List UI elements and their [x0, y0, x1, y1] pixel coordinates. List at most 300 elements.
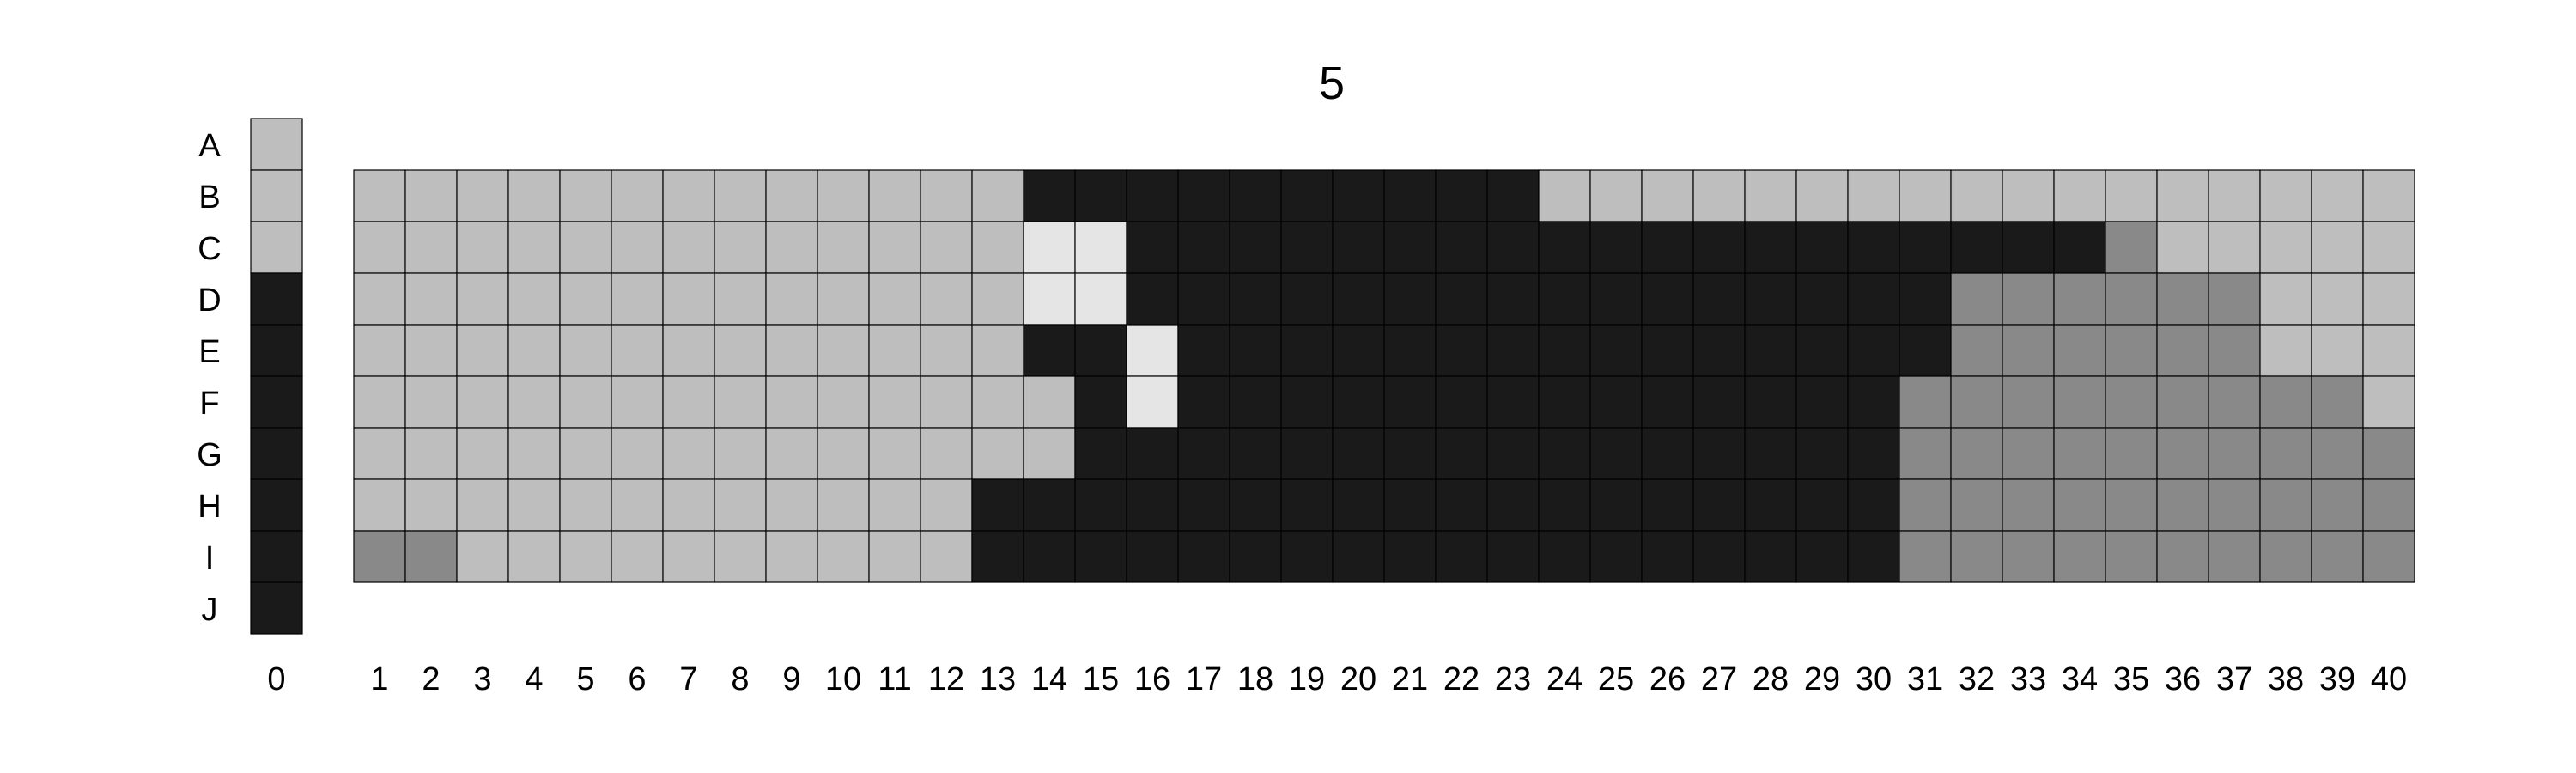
cell-d-23 [1487, 273, 1539, 325]
cell-g-38 [2260, 428, 2312, 479]
cell-g-7 [663, 428, 714, 479]
cell-e-10 [817, 325, 869, 376]
cell-e-9 [766, 325, 817, 376]
cell-b-6 [611, 170, 663, 222]
cell-g-8 [714, 428, 766, 479]
cell-d-2 [405, 273, 457, 325]
cell-i-27 [1693, 531, 1745, 582]
column-label-10: 10 [824, 661, 862, 697]
cell-f-23 [1487, 376, 1539, 428]
cell-f-8 [714, 376, 766, 428]
cell-h-37 [2208, 479, 2260, 531]
reference-cell-a [251, 119, 302, 170]
column-label-28: 28 [1752, 661, 1789, 697]
cell-g-39 [2312, 428, 2363, 479]
cell-i-36 [2157, 531, 2208, 582]
cell-h-11 [869, 479, 920, 531]
cell-c-7 [663, 222, 714, 273]
column-label-33: 33 [2009, 661, 2047, 697]
cell-h-9 [766, 479, 817, 531]
cell-d-11 [869, 273, 920, 325]
cell-c-27 [1693, 222, 1745, 273]
column-label-9: 9 [782, 661, 801, 697]
cell-d-31 [1899, 273, 1951, 325]
column-label-34: 34 [2061, 661, 2099, 697]
cell-f-18 [1230, 376, 1281, 428]
column-label-12: 12 [927, 661, 965, 697]
cell-g-10 [817, 428, 869, 479]
reference-cell-i [251, 531, 302, 582]
column-label-5: 5 [576, 661, 595, 697]
cell-g-34 [2054, 428, 2105, 479]
cell-e-14 [1024, 325, 1075, 376]
cell-f-10 [817, 376, 869, 428]
cell-c-2 [405, 222, 457, 273]
column-label-16: 16 [1133, 661, 1171, 697]
cell-i-40 [2363, 531, 2415, 582]
cell-b-29 [1796, 170, 1848, 222]
cell-i-21 [1384, 531, 1436, 582]
cell-d-8 [714, 273, 766, 325]
main-grid [354, 170, 2415, 582]
cell-e-2 [405, 325, 457, 376]
cell-e-5 [560, 325, 611, 376]
column-label-15: 15 [1082, 661, 1120, 697]
cell-g-16 [1127, 428, 1178, 479]
cell-e-13 [972, 325, 1024, 376]
cell-b-11 [869, 170, 920, 222]
column-label-23: 23 [1494, 661, 1532, 697]
column-label-3: 3 [473, 661, 492, 697]
cell-i-9 [766, 531, 817, 582]
cell-d-29 [1796, 273, 1848, 325]
cell-b-8 [714, 170, 766, 222]
row-label-i: I [204, 540, 215, 576]
cell-c-21 [1384, 222, 1436, 273]
cell-f-7 [663, 376, 714, 428]
cell-i-31 [1899, 531, 1951, 582]
cell-b-35 [2105, 170, 2157, 222]
cell-c-10 [817, 222, 869, 273]
cell-i-7 [663, 531, 714, 582]
cell-d-32 [1951, 273, 2002, 325]
cell-f-4 [508, 376, 560, 428]
cell-c-1 [354, 222, 405, 273]
cell-e-19 [1281, 325, 1333, 376]
row-label-g: G [197, 437, 222, 473]
cell-h-28 [1745, 479, 1796, 531]
cell-g-24 [1539, 428, 1590, 479]
cell-h-13 [972, 479, 1024, 531]
row-label-a: A [198, 128, 221, 164]
column-label-14: 14 [1030, 661, 1068, 697]
cell-i-16 [1127, 531, 1178, 582]
cell-e-7 [663, 325, 714, 376]
cell-i-12 [920, 531, 972, 582]
cell-i-20 [1333, 531, 1384, 582]
cell-b-20 [1333, 170, 1384, 222]
cell-g-12 [920, 428, 972, 479]
cell-b-4 [508, 170, 560, 222]
cell-f-24 [1539, 376, 1590, 428]
cell-g-2 [405, 428, 457, 479]
cell-f-30 [1848, 376, 1899, 428]
cell-b-37 [2208, 170, 2260, 222]
cell-h-26 [1642, 479, 1693, 531]
cell-f-16 [1127, 376, 1178, 428]
cell-e-6 [611, 325, 663, 376]
cell-h-12 [920, 479, 972, 531]
cell-d-26 [1642, 273, 1693, 325]
reference-cell-g [251, 428, 302, 479]
cell-d-40 [2363, 273, 2415, 325]
cell-h-29 [1796, 479, 1848, 531]
cell-e-24 [1539, 325, 1590, 376]
cell-c-14 [1024, 222, 1075, 273]
cell-g-9 [766, 428, 817, 479]
cell-g-20 [1333, 428, 1384, 479]
cell-d-14 [1024, 273, 1075, 325]
cell-g-23 [1487, 428, 1539, 479]
cell-f-15 [1075, 376, 1127, 428]
cell-i-5 [560, 531, 611, 582]
cell-g-6 [611, 428, 663, 479]
cell-c-13 [972, 222, 1024, 273]
cell-c-37 [2208, 222, 2260, 273]
cell-c-5 [560, 222, 611, 273]
cell-c-30 [1848, 222, 1899, 273]
reference-cell-e [251, 325, 302, 376]
cell-g-21 [1384, 428, 1436, 479]
cell-f-37 [2208, 376, 2260, 428]
cell-f-38 [2260, 376, 2312, 428]
cell-b-28 [1745, 170, 1796, 222]
row-label-c: C [197, 231, 222, 267]
column-label-31: 31 [1906, 661, 1944, 697]
cell-b-16 [1127, 170, 1178, 222]
cell-e-17 [1178, 325, 1230, 376]
cell-i-14 [1024, 531, 1075, 582]
cell-c-4 [508, 222, 560, 273]
row-label-d: D [197, 283, 222, 319]
cell-i-29 [1796, 531, 1848, 582]
cell-h-33 [2002, 479, 2054, 531]
reference-column [251, 119, 302, 634]
column-label-20: 20 [1340, 661, 1377, 697]
cell-f-39 [2312, 376, 2363, 428]
cell-e-21 [1384, 325, 1436, 376]
cell-f-32 [1951, 376, 2002, 428]
cell-c-6 [611, 222, 663, 273]
cell-b-23 [1487, 170, 1539, 222]
cell-h-40 [2363, 479, 2415, 531]
cell-d-7 [663, 273, 714, 325]
reference-cell-b [251, 170, 302, 222]
cell-i-6 [611, 531, 663, 582]
cell-g-3 [457, 428, 508, 479]
cell-d-34 [2054, 273, 2105, 325]
cell-c-20 [1333, 222, 1384, 273]
cell-b-5 [560, 170, 611, 222]
cell-c-25 [1590, 222, 1642, 273]
column-labels [370, 661, 2407, 697]
row-label-f: F [199, 386, 220, 422]
cell-g-22 [1436, 428, 1487, 479]
cell-b-1 [354, 170, 405, 222]
cell-e-26 [1642, 325, 1693, 376]
cell-b-38 [2260, 170, 2312, 222]
cell-d-22 [1436, 273, 1487, 325]
cell-e-39 [2312, 325, 2363, 376]
cell-h-24 [1539, 479, 1590, 531]
cell-c-11 [869, 222, 920, 273]
cell-i-11 [869, 531, 920, 582]
cell-c-19 [1281, 222, 1333, 273]
cell-b-14 [1024, 170, 1075, 222]
cell-g-29 [1796, 428, 1848, 479]
cell-i-23 [1487, 531, 1539, 582]
cell-c-16 [1127, 222, 1178, 273]
cell-g-35 [2105, 428, 2157, 479]
cell-f-20 [1333, 376, 1384, 428]
column-label-30: 30 [1855, 661, 1893, 697]
cell-c-15 [1075, 222, 1127, 273]
cell-b-39 [2312, 170, 2363, 222]
cell-f-5 [560, 376, 611, 428]
cell-d-21 [1384, 273, 1436, 325]
cell-e-16 [1127, 325, 1178, 376]
column-label-17: 17 [1185, 661, 1223, 697]
cell-i-32 [1951, 531, 2002, 582]
cell-i-3 [457, 531, 508, 582]
cell-h-18 [1230, 479, 1281, 531]
cell-d-39 [2312, 273, 2363, 325]
cell-i-10 [817, 531, 869, 582]
column-label-40: 40 [2370, 661, 2408, 697]
cell-b-19 [1281, 170, 1333, 222]
reference-cell-j [251, 582, 302, 634]
cell-e-15 [1075, 325, 1127, 376]
cell-h-6 [611, 479, 663, 531]
cell-e-38 [2260, 325, 2312, 376]
reference-cell-f [251, 376, 302, 428]
cell-d-24 [1539, 273, 1590, 325]
cell-b-10 [817, 170, 869, 222]
cell-c-40 [2363, 222, 2415, 273]
cell-b-3 [457, 170, 508, 222]
row-label-j: J [201, 592, 218, 628]
column-label-24: 24 [1546, 661, 1583, 697]
column-label-13: 13 [979, 661, 1017, 697]
cell-f-33 [2002, 376, 2054, 428]
cell-f-19 [1281, 376, 1333, 428]
column-label-22: 22 [1443, 661, 1480, 697]
cell-f-26 [1642, 376, 1693, 428]
cell-c-38 [2260, 222, 2312, 273]
cell-c-24 [1539, 222, 1590, 273]
cell-d-13 [972, 273, 1024, 325]
cell-d-27 [1693, 273, 1745, 325]
cell-g-5 [560, 428, 611, 479]
reference-cell-c [251, 222, 302, 273]
cell-h-32 [1951, 479, 2002, 531]
cell-h-7 [663, 479, 714, 531]
cell-e-35 [2105, 325, 2157, 376]
column-label-32: 32 [1958, 661, 1996, 697]
cell-c-29 [1796, 222, 1848, 273]
cell-d-10 [817, 273, 869, 325]
cell-i-39 [2312, 531, 2363, 582]
cell-f-36 [2157, 376, 2208, 428]
cell-h-17 [1178, 479, 1230, 531]
cell-e-8 [714, 325, 766, 376]
cell-h-30 [1848, 479, 1899, 531]
cell-f-6 [611, 376, 663, 428]
cell-i-4 [508, 531, 560, 582]
row-label-h: H [197, 489, 222, 525]
cell-b-33 [2002, 170, 2054, 222]
cell-b-36 [2157, 170, 2208, 222]
cell-g-25 [1590, 428, 1642, 479]
cell-f-35 [2105, 376, 2157, 428]
cell-d-19 [1281, 273, 1333, 325]
chart-title: 5 [1318, 58, 1346, 109]
cell-b-30 [1848, 170, 1899, 222]
cell-c-12 [920, 222, 972, 273]
cell-h-19 [1281, 479, 1333, 531]
column-label-19: 19 [1288, 661, 1326, 697]
cell-e-33 [2002, 325, 2054, 376]
cell-h-14 [1024, 479, 1075, 531]
cell-f-31 [1899, 376, 1951, 428]
cell-h-36 [2157, 479, 2208, 531]
cell-f-2 [405, 376, 457, 428]
cell-d-6 [611, 273, 663, 325]
cell-b-31 [1899, 170, 1951, 222]
cell-d-38 [2260, 273, 2312, 325]
column-label-39: 39 [2318, 661, 2356, 697]
cell-g-27 [1693, 428, 1745, 479]
column-label-7: 7 [679, 661, 698, 697]
column-label-2: 2 [422, 661, 440, 697]
cell-f-1 [354, 376, 405, 428]
cell-e-30 [1848, 325, 1899, 376]
cell-c-34 [2054, 222, 2105, 273]
cell-e-23 [1487, 325, 1539, 376]
cell-i-26 [1642, 531, 1693, 582]
column-label-6: 6 [628, 661, 647, 697]
cell-f-13 [972, 376, 1024, 428]
cell-b-17 [1178, 170, 1230, 222]
cell-h-16 [1127, 479, 1178, 531]
cell-e-27 [1693, 325, 1745, 376]
cell-i-1 [354, 531, 405, 582]
cell-h-25 [1590, 479, 1642, 531]
cell-b-18 [1230, 170, 1281, 222]
cell-d-9 [766, 273, 817, 325]
cell-h-23 [1487, 479, 1539, 531]
cell-i-2 [405, 531, 457, 582]
cell-h-4 [508, 479, 560, 531]
row-label-b: B [198, 180, 221, 216]
cell-f-12 [920, 376, 972, 428]
row-labels [197, 128, 222, 628]
cell-h-31 [1899, 479, 1951, 531]
cell-i-35 [2105, 531, 2157, 582]
cell-g-14 [1024, 428, 1075, 479]
cell-e-11 [869, 325, 920, 376]
cell-d-5 [560, 273, 611, 325]
cell-g-17 [1178, 428, 1230, 479]
cell-c-22 [1436, 222, 1487, 273]
cell-c-28 [1745, 222, 1796, 273]
cell-e-3 [457, 325, 508, 376]
cell-b-27 [1693, 170, 1745, 222]
cell-h-35 [2105, 479, 2157, 531]
cell-e-20 [1333, 325, 1384, 376]
cell-i-30 [1848, 531, 1899, 582]
cell-b-40 [2363, 170, 2415, 222]
cell-b-9 [766, 170, 817, 222]
cell-c-31 [1899, 222, 1951, 273]
column-label-0: 0 [267, 661, 286, 697]
cell-i-22 [1436, 531, 1487, 582]
cell-h-21 [1384, 479, 1436, 531]
cell-g-1 [354, 428, 405, 479]
cell-d-4 [508, 273, 560, 325]
cell-g-28 [1745, 428, 1796, 479]
cell-b-25 [1590, 170, 1642, 222]
cell-i-28 [1745, 531, 1796, 582]
cell-c-18 [1230, 222, 1281, 273]
cell-g-30 [1848, 428, 1899, 479]
cell-h-5 [560, 479, 611, 531]
cell-i-25 [1590, 531, 1642, 582]
cell-g-13 [972, 428, 1024, 479]
cell-h-39 [2312, 479, 2363, 531]
reference-cell-h [251, 479, 302, 531]
cell-d-36 [2157, 273, 2208, 325]
cell-h-34 [2054, 479, 2105, 531]
cell-b-34 [2054, 170, 2105, 222]
cell-f-34 [2054, 376, 2105, 428]
cell-g-37 [2208, 428, 2260, 479]
cell-i-19 [1281, 531, 1333, 582]
cell-f-40 [2363, 376, 2415, 428]
cell-i-18 [1230, 531, 1281, 582]
cell-f-11 [869, 376, 920, 428]
cell-b-15 [1075, 170, 1127, 222]
cell-h-20 [1333, 479, 1384, 531]
cell-g-33 [2002, 428, 2054, 479]
cell-c-39 [2312, 222, 2363, 273]
cell-d-17 [1178, 273, 1230, 325]
cell-d-15 [1075, 273, 1127, 325]
cell-c-35 [2105, 222, 2157, 273]
cell-e-31 [1899, 325, 1951, 376]
cell-d-28 [1745, 273, 1796, 325]
cell-i-17 [1178, 531, 1230, 582]
cell-g-18 [1230, 428, 1281, 479]
cell-h-38 [2260, 479, 2312, 531]
column-label-1: 1 [370, 661, 389, 697]
cell-e-40 [2363, 325, 2415, 376]
cell-d-1 [354, 273, 405, 325]
cell-f-21 [1384, 376, 1436, 428]
cell-i-8 [714, 531, 766, 582]
cell-h-27 [1693, 479, 1745, 531]
cell-g-15 [1075, 428, 1127, 479]
